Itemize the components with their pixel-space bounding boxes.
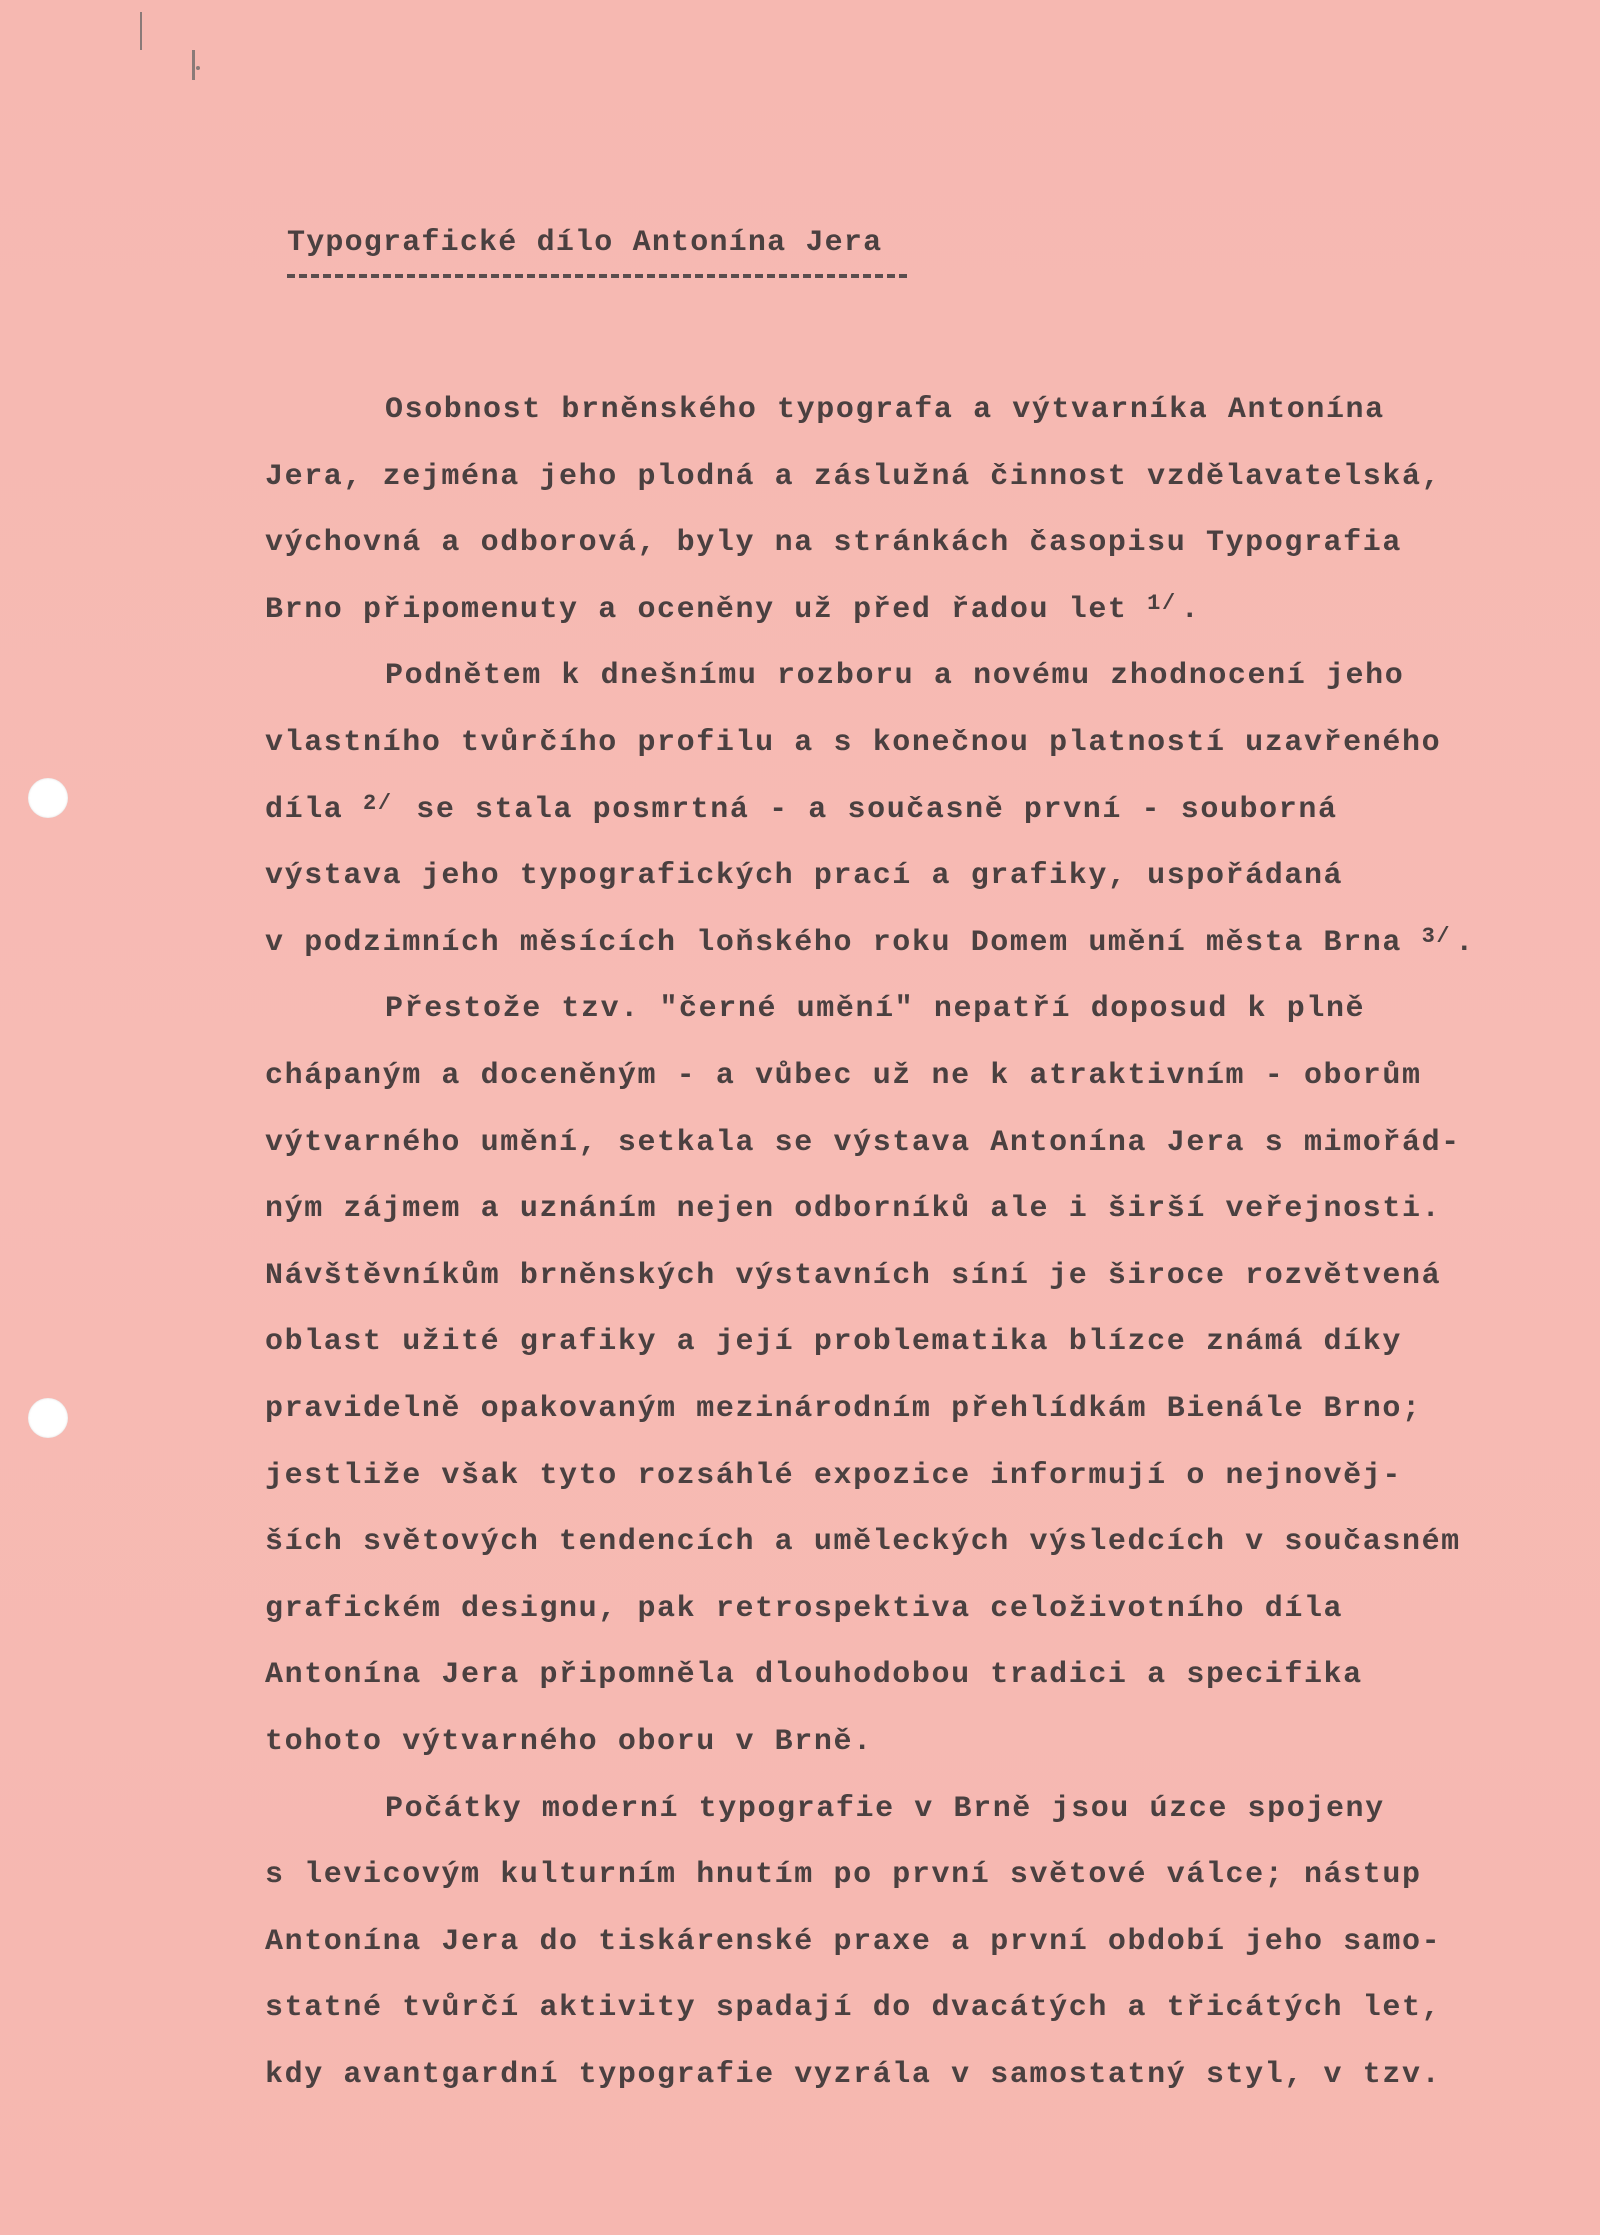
text-line: Návštěvníkům brněnských výstavních síní je široce rozvětvená — [265, 1258, 1442, 1293]
text-line: výtvarného umění, setkala se výstava Antonína Jera s mimořád- — [265, 1125, 1461, 1160]
text-line: Přestože tzv. "černé umění" nepatří doposud k plně — [385, 992, 1366, 1027]
text-line: výchovná a odborová, byly na stránkách časopisu Typografia — [265, 526, 1402, 561]
footnote-marker: 3/ — [1421, 923, 1452, 949]
document-title: Typografické dílo Antonína Jera — [287, 226, 883, 260]
text-line: Jera, zejména jeho plodná a záslužná činnost vzdělavatelská, — [265, 459, 1442, 494]
text-line: statné tvůrčí aktivity spadají do dvacátých a třicátých let, — [265, 1991, 1442, 2026]
footnote-marker: 2/ — [363, 790, 393, 816]
text-line: Podnětem k dnešnímu rozboru a novému zhodnocení jeho — [385, 659, 1405, 694]
text-line: vlastního tvůrčího profilu a s konečnou platností uzavřeného — [265, 726, 1442, 760]
text-line: ších světových tendencích a uměleckých výsledcích v současném — [265, 1525, 1461, 1560]
text-line: s levicovým kulturním hnutím po první světové válce; nástup — [265, 1858, 1422, 1893]
text-segment: díla — [265, 792, 364, 827]
text-line: Antonína Jera připomněla dlouhodobou tradici a specifika — [265, 1658, 1363, 1693]
text-line: ným zájmem a uznáním nejen odborníků ale i širší veřejnosti. — [265, 1192, 1442, 1227]
text-line: výstava jeho typografických prací a grafiky, uspořádaná — [265, 859, 1344, 894]
text-line: Počátky moderní typografie v Brně jsou úzce spojeny — [385, 1791, 1385, 1826]
text-line — [265, 925, 1475, 963]
margin-pencil-mark — [140, 12, 142, 50]
text-line: grafickém designu, pak retrospektiva celoživotního díla — [265, 1591, 1344, 1626]
footnote-marker: 1/ — [1147, 590, 1177, 616]
text-line: pravidelně opakovaným mezinárodním přehlídkám Bienále Brno; — [265, 1392, 1422, 1426]
text-line: Osobnost brněnského typografa a výtvarníka Antonína — [385, 393, 1385, 427]
text-segment: v podzimních měsících loňského roku Domem umění města Brna — [265, 925, 1422, 960]
margin-pencil-mark — [196, 66, 200, 70]
text-line: Antonína Jera do tiskárenské praxe a první období jeho samo- — [265, 1924, 1442, 1959]
punch-hole — [28, 778, 68, 818]
text-line: tohoto výtvarného oboru v Brně. — [265, 1725, 873, 1759]
text-line — [265, 592, 1200, 630]
text-segment: . — [1455, 925, 1475, 960]
margin-pencil-mark — [192, 50, 195, 80]
text-segment: se stala posmrtná - a současně první - souborná — [396, 792, 1338, 827]
punch-hole — [28, 1398, 68, 1438]
text-line: chápaným a doceněným - a vůbec už ne k atraktivním - oborům — [265, 1059, 1422, 1093]
text-line: kdy avantgardní typografie vyzrála v samostatný styl, v tzv. — [265, 2058, 1442, 2092]
title-underline — [287, 274, 907, 278]
text-line: jestliže však tyto rozsáhlé expozice informují o nejnověj- — [265, 1458, 1402, 1493]
text-line: oblast užité grafiky a její problematika blízce známá díky — [265, 1325, 1402, 1360]
text-segment: . — [1180, 592, 1201, 627]
text-line — [265, 792, 1338, 830]
text-segment: Brno připomenuty a oceněny už před řadou let — [265, 592, 1148, 627]
